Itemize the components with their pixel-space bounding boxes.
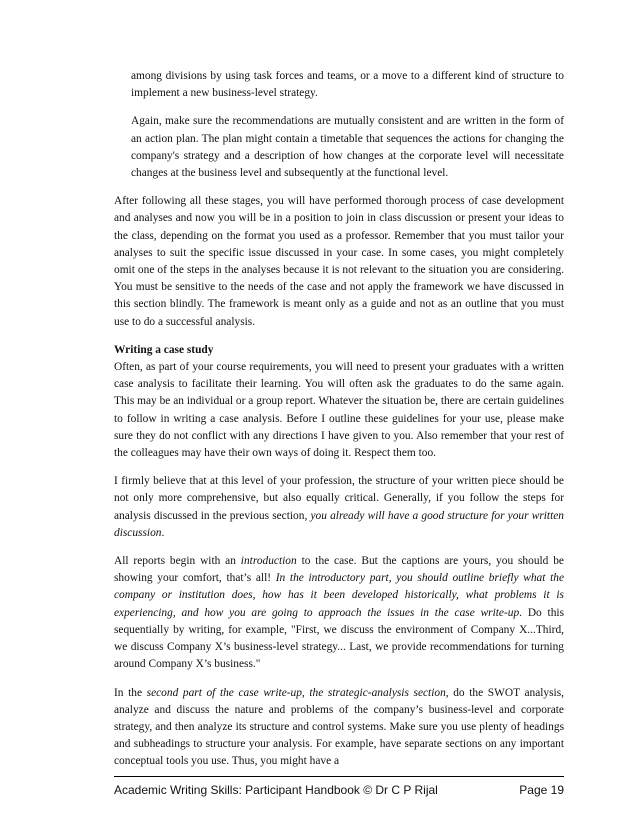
text: . Do this sequentially by writing, for example, "First, we discuss the environment of Company X...Third, we discuss Company X’s business-level strategy... Last, we provide recommendations for turning around Company X’s business." bbox=[114, 606, 565, 671]
text: All reports begin with an bbox=[114, 555, 241, 568]
paragraph bbox=[114, 553, 564, 673]
page-content bbox=[114, 68, 564, 782]
page-footer bbox=[114, 776, 564, 797]
paragraph: After following all these stages, you will have performed thorough process of case development and analyses and now you will be in a position to join in class discussion or present your ideas to the class, depending on the format you used as a professor. Remember that you must tailor your analyses to suit the specific issue discussed in your case. In some cases, you might completely omit one of the steps in the analyses because it is not relevant to the situation you are considering. You must be sensitive to the needs of the case and not apply the framework we have discussed in this section blindly. The framework is meant only as a guide and not as an outline that you must use to do a successful analysis. bbox=[114, 195, 564, 328]
text: . bbox=[161, 526, 165, 539]
emphasis-text: you already will have a good structure for your written discussion bbox=[114, 509, 564, 539]
paragraph: Again, make sure the recommendations are mutually consistent and are written in the form of an action plan. The plan might contain a timetable that sequences the actions for changing the company's strategy and a description of how changes at the corporate level will necessitate changes at the business level and subsequently at the functional level. bbox=[131, 115, 564, 180]
section-heading: Writing a case study bbox=[114, 343, 214, 356]
paragraph: Often, as part of your course requirements, you will need to present your graduates with a written case analysis to facilitate their learning. You will often ask the graduates to do the same again. This may be an individual or a group report. Whatever the situation be, there are certain guidelines to follow in writing a case analysis. Before I outline these guidelines for your use, please make sure they do not conflict with any directions I have given to you. Also remember that your rest of the colleagues may have their own ways of doing it. Respect them too. bbox=[114, 361, 564, 460]
emphasis-text: In the introductory part, you should outline briefly what the company or institution does, how has it been developed historically, what problems it is experiencing, and how you are going to approach the issues in the case write-up bbox=[114, 572, 564, 619]
text: to the case. But the captions are yours, you should be showing your comfort, that’s all! bbox=[114, 555, 564, 585]
emphasis-text: introduction bbox=[240, 555, 297, 568]
paragraph bbox=[114, 473, 564, 542]
text: , do the SWOT analysis, analyze and discuss the nature and problems of the company’s business-level and corporate strategy, and then analyze its structure and control systems. Make sure you use plenty of headings and subheadings to structure your analysis. For example, have separate sections on any important conceptual tools you use. Thus, you might have a bbox=[114, 686, 564, 768]
text: I firmly believe that at this level of your profession, the structure of your written piece should be not only more comprehensive, but also equally critical. Generally, if you follow the steps for analysis discussed in the previous section, bbox=[114, 475, 564, 522]
page-number: Page 19 bbox=[519, 783, 564, 797]
paragraph: among divisions by using task forces and teams, or a move to a different kind of structure to implement a new business-level strategy. bbox=[131, 70, 564, 100]
text: In the bbox=[114, 686, 147, 699]
emphasis-text: second part of the case write-up, the strategic-analysis section bbox=[146, 686, 446, 699]
footer-title: Academic Writing Skills: Participant Handbook © Dr C P Rijal bbox=[114, 783, 438, 797]
paragraph bbox=[114, 685, 564, 771]
